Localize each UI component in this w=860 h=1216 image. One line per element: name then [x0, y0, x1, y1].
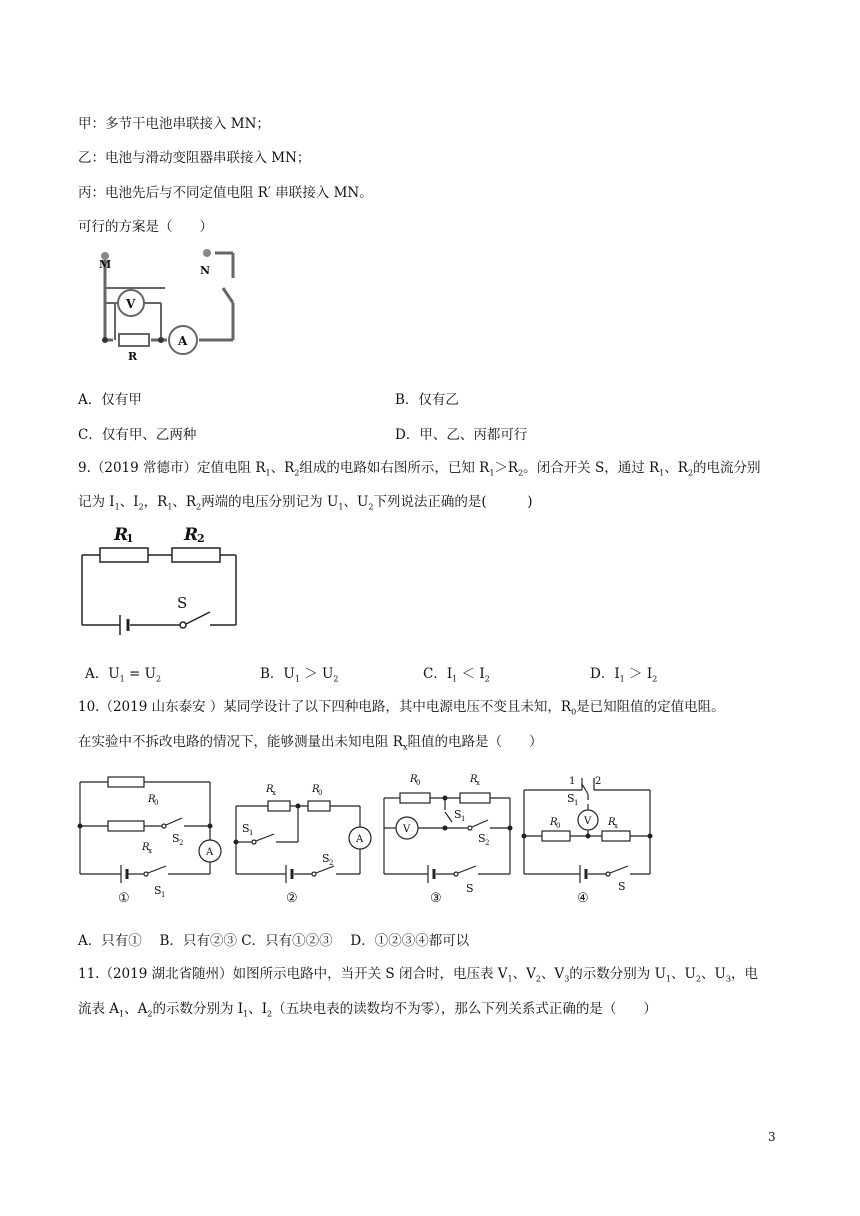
- q11-stem-line2: 流表 $A_1$、$A_2$的示数分别为 $I_1$、$I_2$（五块电表的读数均不为零），那么下列关系式正确的是（ ）: [78, 1001, 657, 1019]
- q8-circuit-diagram: [75, 248, 245, 363]
- svg-text:0: 0: [154, 799, 159, 807]
- svg-text:1: 1: [126, 532, 134, 545]
- svg-text:x: x: [476, 779, 480, 787]
- svg-text:V: V: [584, 816, 592, 827]
- svg-text:M: M: [99, 258, 112, 271]
- q8-option-b[interactable]: B．仅有乙: [395, 392, 459, 408]
- svg-text:1: 1: [161, 891, 166, 899]
- svg-text:③: ③: [430, 891, 442, 906]
- q9-option-a[interactable]: A．$U_1 = U_2$: [85, 666, 162, 684]
- svg-text:1: 1: [569, 776, 576, 787]
- svg-text:R: R: [148, 794, 156, 805]
- svg-text:R: R: [550, 817, 558, 828]
- svg-text:R: R: [410, 774, 418, 785]
- svg-text:R: R: [184, 525, 199, 545]
- svg-text:S: S: [454, 808, 462, 821]
- page-number: 3: [768, 1130, 776, 1144]
- svg-text:②: ②: [286, 891, 298, 906]
- svg-text:N: N: [200, 264, 211, 277]
- svg-text:A: A: [206, 847, 214, 858]
- q10-circuit-4: [522, 770, 657, 905]
- svg-text:2: 2: [329, 859, 334, 867]
- svg-text:S: S: [466, 882, 474, 895]
- q8-option-d[interactable]: D．甲、乙、丙都可行: [395, 427, 528, 443]
- svg-text:V: V: [403, 824, 411, 835]
- svg-text:A: A: [356, 834, 364, 845]
- svg-text:④: ④: [577, 891, 589, 906]
- svg-text:R: R: [128, 350, 138, 363]
- svg-text:S: S: [177, 594, 188, 612]
- svg-text:1: 1: [461, 815, 466, 823]
- svg-text:0: 0: [318, 789, 323, 797]
- q10-stem-line1: 10.（2019 山东泰安 ）某同学设计了以下四种电路，其中电源电压不变且未知，$R_0$是已知阻值的定值电阻。: [78, 699, 725, 717]
- svg-text:x: x: [148, 847, 152, 855]
- svg-text:S: S: [322, 852, 330, 865]
- svg-text:V: V: [126, 297, 136, 311]
- svg-text:S: S: [618, 880, 626, 893]
- scheme-jia: 甲：多节干电池串联接入 MN；: [78, 116, 270, 132]
- q9-option-c[interactable]: C．$I_1 < I_2$: [423, 666, 490, 684]
- svg-text:S: S: [154, 884, 162, 897]
- svg-text:2: 2: [197, 532, 205, 545]
- q8-option-c[interactable]: C．仅有甲、乙两种: [78, 427, 197, 443]
- svg-text:R: R: [470, 774, 478, 785]
- svg-text:0: 0: [416, 779, 421, 787]
- q9-stem-line1: 9.（2019 常德市）定值电阻 $R_1$、$R_2$组成的电路如右图所示，已知 $R_1>R_2$。闭合开关 S，通过 $R_1$、$R_2$的电流分别: [78, 460, 761, 478]
- scheme-bing: 丙：电池先后与不同定值电阻 R′ 串联接入 MN。: [78, 185, 373, 201]
- q10-circuit-1: [78, 770, 223, 905]
- svg-text:R: R: [608, 817, 616, 828]
- svg-text:R: R: [142, 842, 150, 853]
- q8-prompt: 可行的方案是（ ）: [78, 219, 213, 235]
- svg-text:1: 1: [574, 799, 579, 807]
- svg-text:R: R: [266, 784, 274, 795]
- q9-option-d[interactable]: D．$I_1 > I_2$: [590, 666, 658, 684]
- q11-stem-line1: 11.（2019 湖北省随州）如图所示电路中，当开关 S 闭合时，电压表 $V_1$、$V_2$、$V_3$的示数分别为 $U_1$、$U_2$、$U_3$，电: [78, 966, 759, 984]
- q10-circuit-3: [382, 770, 517, 905]
- q9-circuit-diagram: [80, 520, 245, 632]
- svg-text:S: S: [567, 792, 575, 805]
- scheme-yi: 乙：电池与滑动变阻器串联接入 MN；: [78, 150, 311, 166]
- svg-text:①: ①: [118, 891, 130, 906]
- q9-stem-line2: 记为 $I_1$、$I_2$，$R_1$、$R_2$两端的电压分别记为 $U_1$、$U_2$下列说法正确的是( ): [78, 494, 533, 512]
- svg-text:S: S: [478, 832, 486, 845]
- svg-text:2: 2: [485, 839, 490, 847]
- svg-text:1: 1: [249, 829, 254, 837]
- svg-text:R: R: [312, 784, 320, 795]
- svg-text:S: S: [242, 822, 250, 835]
- q9-option-b[interactable]: B．$U_1 > U_2$: [260, 666, 339, 684]
- svg-text:S: S: [172, 832, 180, 845]
- q10-options[interactable]: A．只有① B．只有②③ C．只有①②③ D．①②③④都可以: [78, 933, 470, 949]
- svg-text:x: x: [272, 789, 276, 797]
- svg-text:0: 0: [556, 822, 561, 830]
- q10-circuit-2: [232, 770, 377, 905]
- svg-text:x: x: [614, 822, 618, 830]
- svg-text:2: 2: [179, 839, 184, 847]
- svg-text:R: R: [114, 525, 129, 545]
- svg-text:2: 2: [595, 776, 602, 787]
- svg-text:A: A: [178, 334, 188, 348]
- q10-stem-line2: 在实验中不拆改电路的情况下，能够测量出未知电阻 $R_x$阻值的电路是（ ）: [78, 734, 543, 752]
- q8-option-a[interactable]: A．仅有甲: [78, 392, 142, 408]
